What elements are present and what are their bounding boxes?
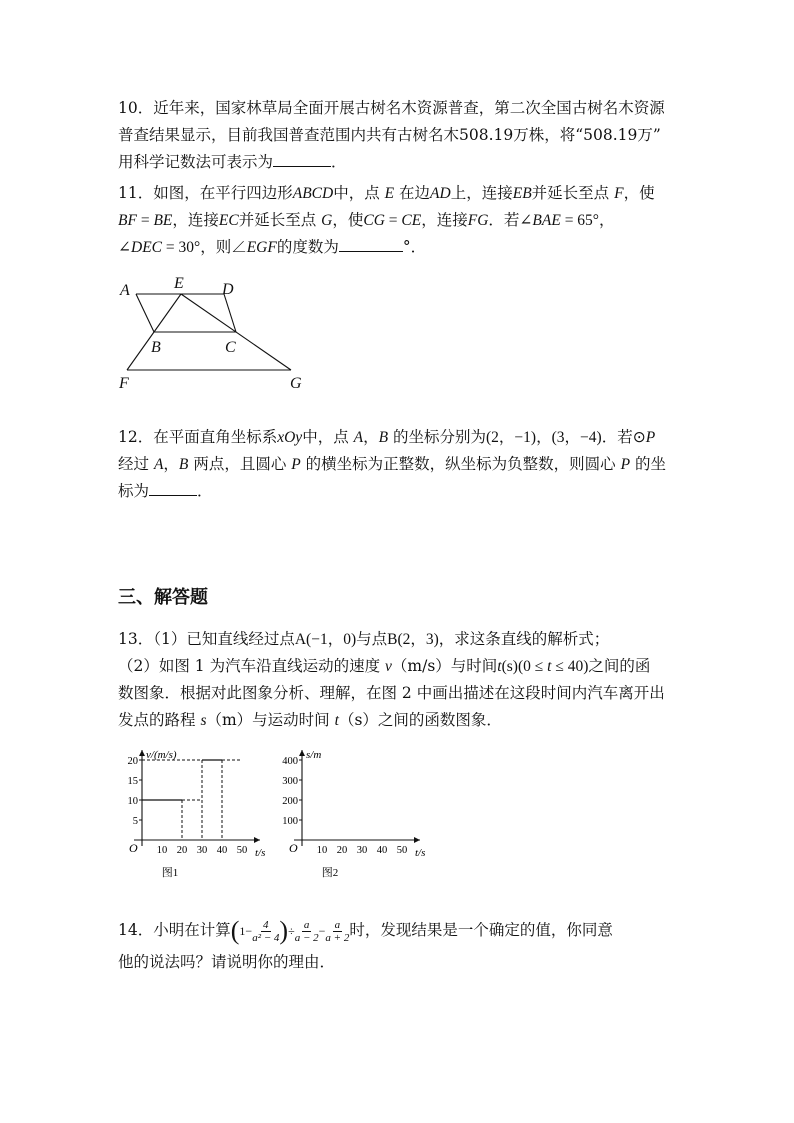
x-tick-label-30: 30	[356, 845, 368, 856]
y-tick-label-100: 100	[282, 816, 298, 827]
question-12	[118, 424, 678, 505]
y-tick-label-15: 15	[127, 776, 138, 787]
question-10	[118, 95, 678, 176]
q11-answer-blank[interactable]	[339, 235, 403, 252]
x-axis-arrow	[414, 837, 420, 843]
q10-period: ．	[331, 153, 347, 171]
q12-line1: 12．在平面直角坐标系xOy中，点 A，B 的坐标分别为(2，−1)，(3，−4)．若⊙P	[118, 428, 656, 446]
label-B: B	[151, 339, 161, 356]
q11-line3: ∠DEC = 30°，则∠EGF的度数为 °．	[118, 234, 678, 261]
q13-line3: 数图象．根据对此图象分析、理解，在图 2 中画出描述在这段时间内汽车离开出	[118, 684, 665, 702]
q12-line3: 标为 ．	[118, 478, 678, 505]
q10-line2: 普查结果显示，目前我国普查范围内共有古树名木508.19万株，将“508.19万”	[118, 126, 661, 144]
q11-line1: 11．如图，在平行四边形ABCD中，点 E 在边AD上，连接EB并延长至点 F，使	[118, 184, 655, 202]
y-tick-label-10: 10	[127, 796, 138, 807]
q10-answer-blank[interactable]	[273, 150, 331, 167]
label-D: D	[222, 281, 234, 298]
x-tick-label-50: 50	[396, 845, 408, 856]
question-13	[118, 626, 678, 734]
y-tick-label-5: 5	[132, 816, 138, 827]
x-tick-label-50: 50	[236, 845, 248, 856]
distance-time-chart	[272, 742, 432, 882]
label-A: A	[120, 282, 130, 299]
segment-DC	[224, 294, 236, 332]
q10-line3	[118, 149, 678, 176]
q14-line2: 他的说法吗？请说明你的理由．	[118, 953, 336, 971]
label-G: G	[290, 375, 302, 392]
q13-line4: 发点的路程 s（m）与运动时间 t（s）之间的函数图象．	[118, 711, 502, 729]
fraction-4-over-a2-4: $\frac{4}{\text{a² − 4}}$	[252, 918, 280, 944]
x-axis-label: t/s	[415, 847, 426, 859]
y-tick-label-200: 200	[282, 796, 298, 807]
velocity-time-chart	[112, 742, 272, 882]
x-tick-label-20: 20	[176, 845, 188, 856]
section-heading: 三、解答题	[118, 587, 208, 608]
x-tick-label-30: 30	[196, 845, 208, 856]
x-axis-arrow	[254, 837, 260, 843]
y-tick-label-300: 300	[282, 776, 298, 787]
q10-line1: 10．近年来，国家林草局全面开展古树名木资源普查，第二次全国古树名木资源	[118, 99, 665, 117]
q12-line2: 经过 A，B 两点，且圆心 P 的横坐标为正整数，纵坐标为负整数，则圆心 P 的坐	[118, 455, 666, 473]
y-axis-arrow	[139, 750, 145, 756]
chart-caption: 图2	[321, 867, 339, 879]
label-C: C	[225, 339, 236, 356]
x-tick-label-40: 40	[376, 845, 388, 856]
fraction-a-over-a+2: $\frac{a}{a + 2}$	[325, 918, 350, 944]
q11-line2: BF = BE，连接EC并延长至点 G，使CG = CE，连接FG．若∠BAE = 65°，	[118, 211, 615, 229]
q14-line1: 14．小明在计算(1− $\frac{4}{\text{a² − 4}}$ )÷ $\frac{a}{a - 2}$ − $\frac{a}{a + 2}$ 时，发现结果是一个确定的值，你同意	[118, 916, 613, 945]
y-axis-label: v/(m/s)	[146, 749, 177, 761]
label-E: E	[174, 275, 184, 292]
x-axis-label: t/s	[255, 847, 266, 859]
q12-answer-blank[interactable]	[149, 479, 197, 496]
segment-AB	[136, 294, 154, 332]
q10-line3-text: 用科学记数法可表示为	[118, 153, 274, 171]
y-axis-arrow	[299, 750, 305, 756]
x-tick-label-20: 20	[336, 845, 348, 856]
y-tick-label-400: 400	[282, 756, 298, 767]
y-axis-label: s/m	[306, 749, 322, 761]
y-tick-label-20: 20	[127, 756, 138, 767]
q11-figure	[110, 268, 320, 393]
question-14	[118, 912, 678, 976]
x-tick-label-10: 10	[316, 845, 328, 856]
x-tick-label-10: 10	[156, 845, 168, 856]
question-11	[118, 180, 678, 261]
origin-label: O	[289, 841, 298, 855]
q13-line1: 13．（1）已知直线经过点A(−1，0)与点B(2，3)，求这条直线的解析式；	[118, 630, 610, 648]
q13-line2: （2）如图 1 为汽车沿直线运动的速度 v（m/s）与时间t(s)(0 ≤ t ≤ 40)之间的函	[118, 657, 651, 675]
label-F: F	[119, 375, 129, 392]
x-tick-label-40: 40	[216, 845, 228, 856]
chart-caption: 图1	[161, 867, 179, 879]
origin-label: O	[129, 841, 138, 855]
fraction-a-over-a-2: $\frac{a}{a - 2}$	[294, 918, 319, 944]
